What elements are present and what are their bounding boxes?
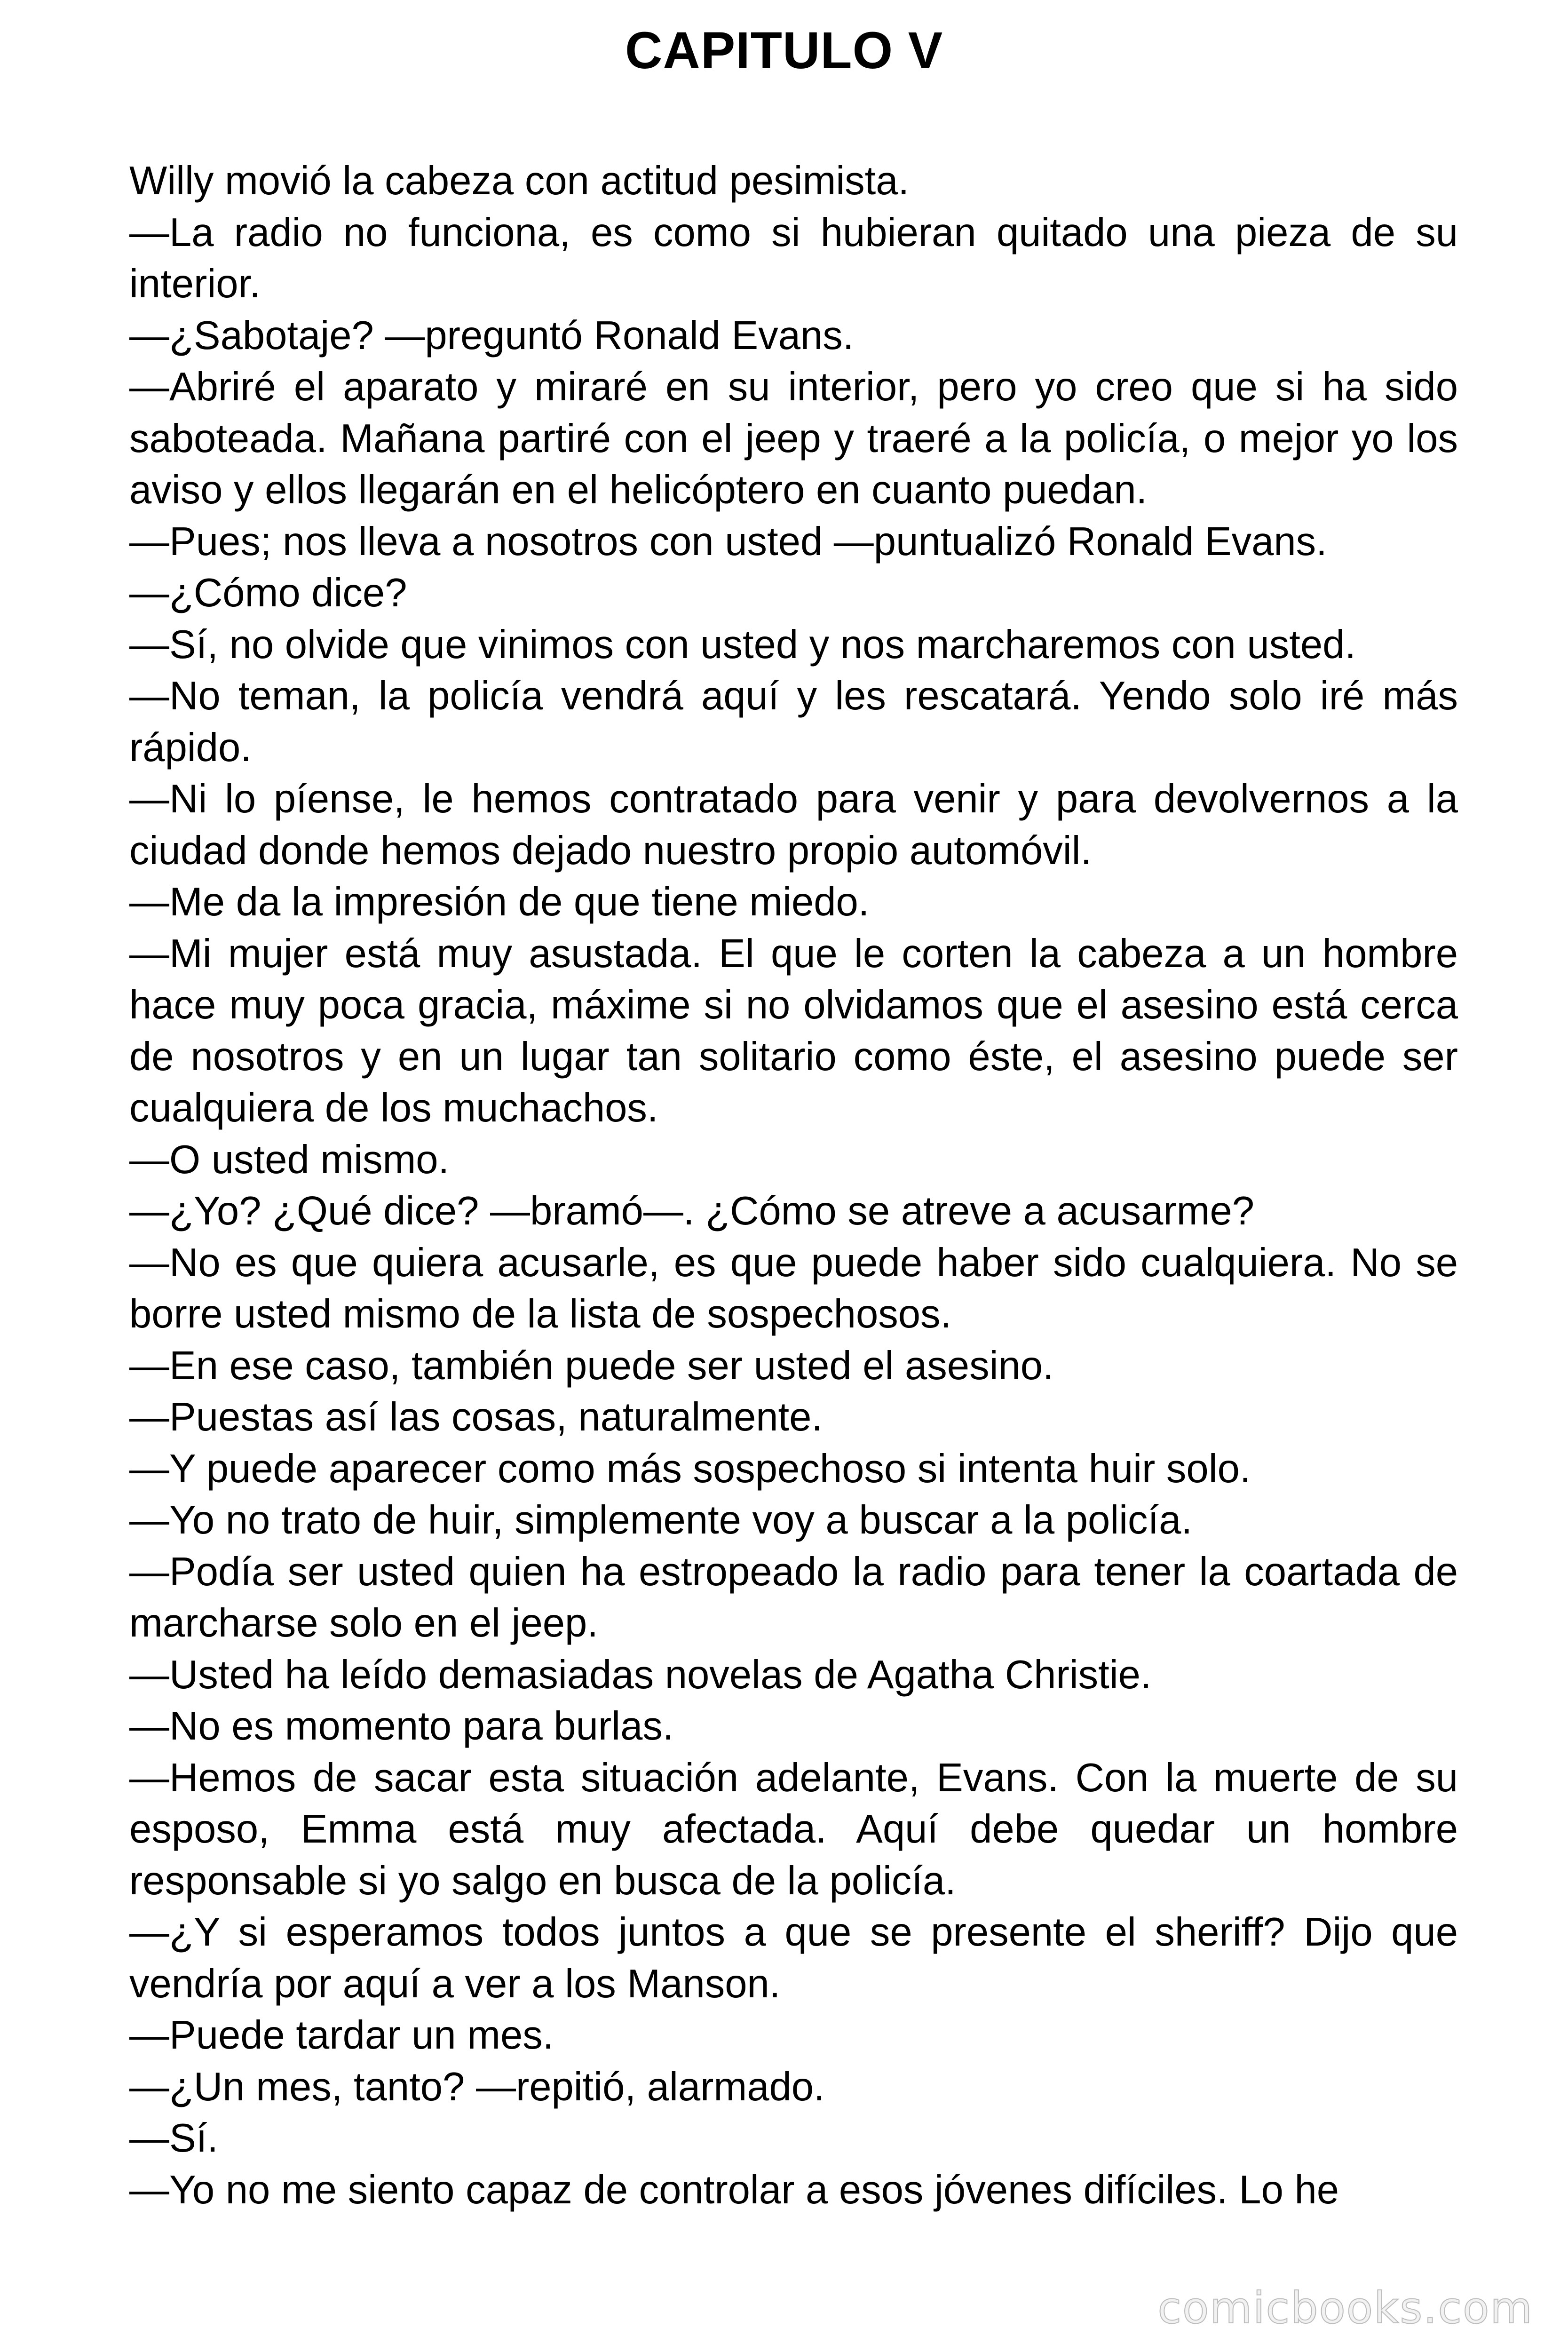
watermark: comicbooks.com bbox=[1157, 2283, 1533, 2333]
paragraph: —En ese caso, también puede ser usted el asesino. bbox=[129, 1343, 1054, 1388]
paragraph: —Mi mujer está muy asustada. El que le corten la cabeza a un hombre hace muy poca gracia, máxime si no olvidamos que el asesino está cerca de nosotros y en un lugar tan solitario como éste, el asesino puede ser cualquiera de los muchachos. bbox=[129, 931, 1458, 1130]
paragraph: —Yo no trato de huir, simplemente voy a buscar a la policía. bbox=[129, 1498, 1193, 1542]
paragraph: —Pues; nos lleva a nosotros con usted —puntualizó Ronald Evans. bbox=[129, 519, 1327, 564]
paragraph: —Usted ha leído demasiadas novelas de Agatha Christie. bbox=[129, 1652, 1152, 1697]
paragraph: —No teman, la policía vendrá aquí y les rescatará. Yendo solo iré más rápido. bbox=[129, 674, 1458, 770]
chapter-body bbox=[129, 155, 1458, 2216]
paragraph: —Podía ser usted quien ha estropeado la radio para tener la coartada de marcharse solo en el jeep. bbox=[129, 1549, 1458, 1645]
paragraph: Willy movió la cabeza con actitud pesimista. bbox=[129, 159, 910, 203]
paragraph: —No es momento para burlas. bbox=[129, 1704, 674, 1748]
paragraph: —O usted mismo. bbox=[129, 1137, 450, 1182]
chapter-title: CAPITULO V bbox=[625, 22, 943, 79]
paragraph: —¿Y si esperamos todos juntos a que se presente el sheriff? Dijo que vendría por aquí a ver a los Manson. bbox=[129, 1910, 1458, 2006]
paragraph: —Puestas así las cosas, naturalmente. bbox=[129, 1395, 823, 1439]
paragraph: —¿Yo? ¿Qué dice? —bramó—. ¿Cómo se atreve a acusarme? bbox=[129, 1189, 1255, 1233]
paragraph: —No es que quiera acusarle, es que puede haber sido cualquiera. No se borre usted mismo de la lista de sospechosos. bbox=[129, 1240, 1458, 1336]
paragraph: —¿Cómo dice? bbox=[129, 571, 407, 615]
paragraph: —¿Un mes, tanto? —repitió, alarmado. bbox=[129, 2064, 825, 2109]
paragraph: —Puede tardar un mes. bbox=[129, 2013, 554, 2058]
paragraph: —¿Sabotaje? —preguntó Ronald Evans. bbox=[129, 313, 854, 358]
paragraph: —Ni lo píense, le hemos contratado para venir y para devolvernos a la ciudad donde hemos dejado nuestro propio automóvil. bbox=[129, 777, 1458, 873]
paragraph: —Sí. bbox=[129, 2116, 218, 2161]
paragraph: —Me da la impresión de que tiene miedo. bbox=[129, 880, 870, 924]
paragraph: —La radio no funciona, es como si hubieran quitado una pieza de su interior. bbox=[129, 210, 1458, 306]
paragraph: —Y puede aparecer como más sospechoso si intenta huir solo. bbox=[129, 1446, 1251, 1491]
paragraph: —Sí, no olvide que vinimos con usted y nos marcharemos con usted. bbox=[129, 622, 1356, 667]
paragraph: —Abriré el aparato y miraré en su interior, pero yo creo que si ha sido saboteada. Mañana partiré con el jeep y traeré a la policía, o mejor yo los aviso y ellos llegarán en el helicóptero en cuanto puedan. bbox=[129, 365, 1458, 512]
paragraph: —Yo no me siento capaz de controlar a esos jóvenes difíciles. Lo he bbox=[129, 2167, 1339, 2212]
paragraph: —Hemos de sacar esta situación adelante, Evans. Con la muerte de su esposo, Emma está muy afectada. Aquí debe quedar un hombre responsable si yo salgo en busca de la policía. bbox=[129, 1755, 1458, 1903]
